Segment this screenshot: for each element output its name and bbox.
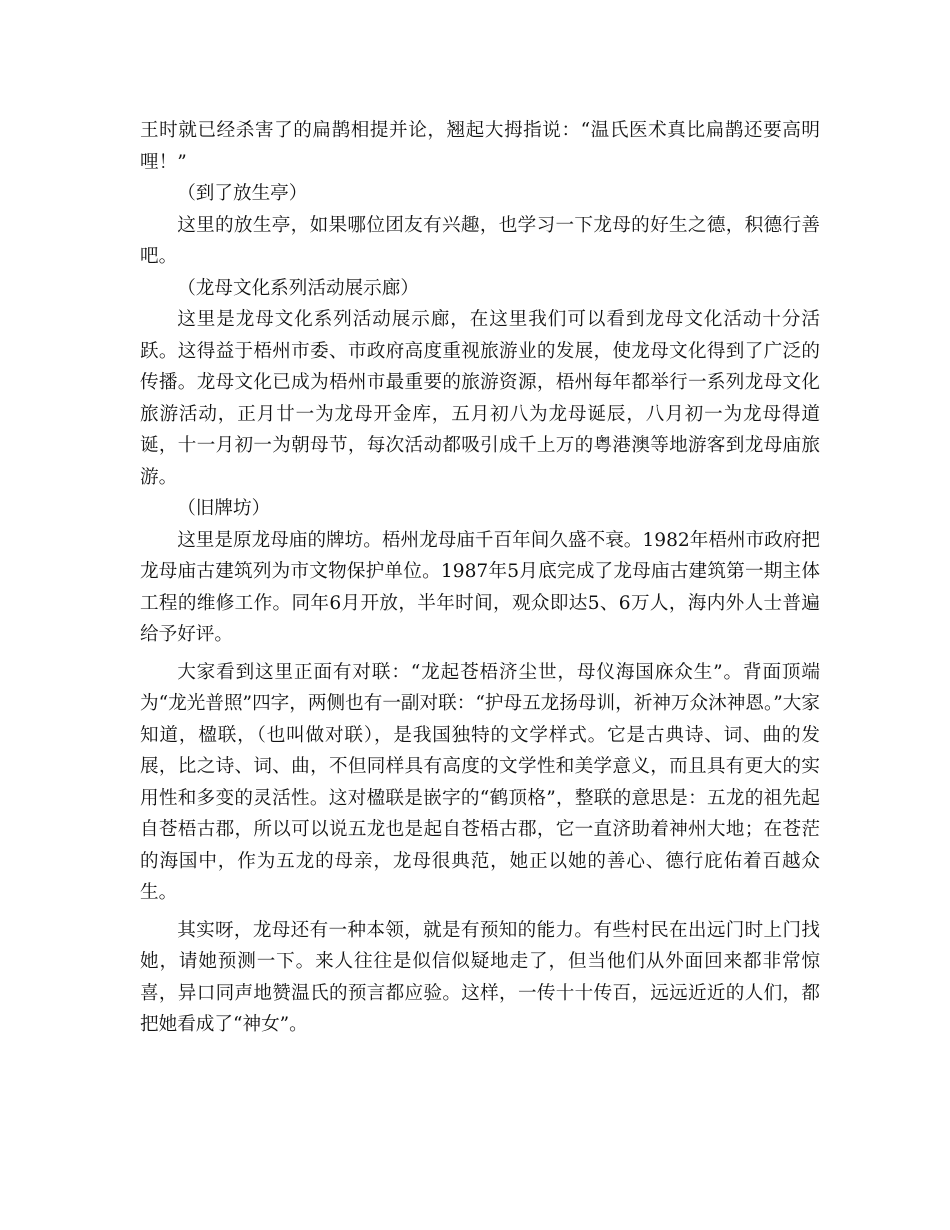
paragraph-continuation: 王时就已经杀害了的扁鹊相提并论，翘起大拇指说：“温氏医术真比扁鹊还要高明哩！” bbox=[140, 120, 820, 173]
document-body bbox=[140, 115, 820, 1041]
section-heading-fangsheng-pavilion: （到了放生亭） bbox=[177, 183, 308, 204]
paragraph-culture-gallery: 这里是龙母文化系列活动展示廊，在这里我们可以看到龙母文化活动十分活跃。这得益于梧州市委、市政府高度重视旅游业的发展，使龙母文化得到了广泛的传播。龙母文化已成为梧州市最重要的旅游资源，梧州每年都举行一系列龙母文化旅游活动，正月廿一为龙母开金库，五月初八为龙母诞辰，八月初一为龙母得道诞，十一月初一为朝母节，每次活动都吸引成千上万的粤港澳等地游客到龙母庙旅游。 bbox=[140, 309, 820, 488]
section-heading-old-archway: （旧牌坊） bbox=[177, 498, 271, 519]
paragraph-prophecy: 其实呀，龙母还有一种本领，就是有预知的能力。有些村民在出远门时上门找她，请她预测一下。来人往往是似信似疑地走了，但当他们从外面回来都非常惊喜，异口同声地赞温氏的预言都应验。这样，一传十十传百，远远近近的人们，都把她看成了“神女”。 bbox=[140, 919, 820, 1035]
paragraph-old-archway: 这里是原龙母庙的牌坊。梧州龙母庙千百年间久盛不衰。1982年梧州市政府把龙母庙古建筑列为市文物保护单位。1987年5月底完成了龙母庙古建筑第一期主体工程的维修工作。同年6月开放，半年时间，观众即达5、6万人，海内外人士普遍给予好评。 bbox=[140, 529, 820, 645]
section-heading-culture-gallery: （龙母文化系列活动展示廊） bbox=[177, 277, 419, 299]
paragraph-couplet: 大家看到这里正面有对联：“龙起苍梧济尘世，母仪海国庥众生”。背面顶端为“龙光普照”四字，两侧也有一副对联：“护母五龙扬母训，祈神万众沐神恩。”大家知道，楹联，（也叫做对联），是我国独特的文学样式。它是古典诗、词、曲的发展，比之诗、词、曲，不但同样具有高度的文学性和美学意义，而且具有更大的实用性和多变的灵活性。这对楹联是嵌字的“鹤顶格”，整联的意思是：五龙的祖先起自苍梧古郡，所以可以说五龙也是起自苍梧古郡，它一直济助着神州大地；在苍茫的海国中，作为五龙的母亲，龙母很典范，她正以她的善心、德行庇佑着百越众生。 bbox=[140, 661, 820, 903]
paragraph-fangsheng-pavilion: 这里的放生亭，如果哪位团友有兴趣，也学习一下龙母的好生之德，积德行善吧。 bbox=[140, 214, 820, 267]
